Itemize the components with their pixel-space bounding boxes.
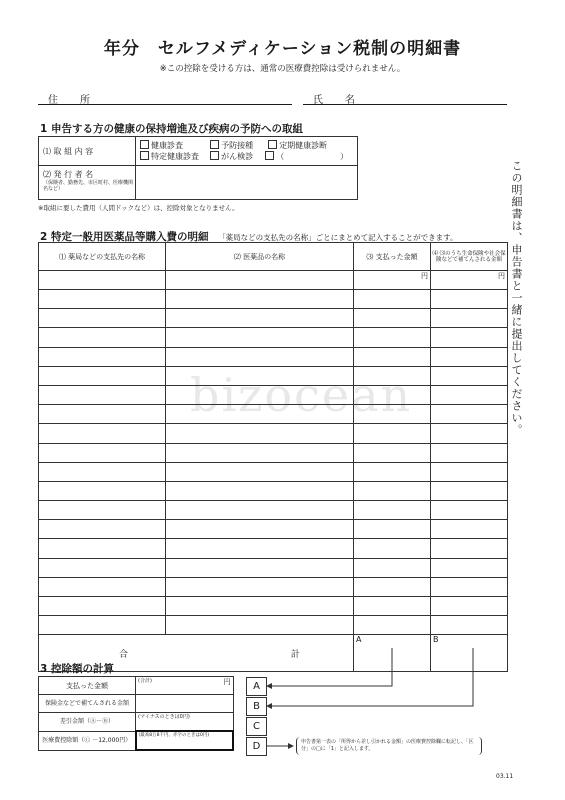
page-title: 年分 セルフメディケーション税制の明細書 bbox=[103, 39, 462, 59]
col-covered: ⑷ ⑶のうち生命保険や社会保険などで補てんされる金額 bbox=[431, 243, 508, 271]
deduction-note: 申告書第一表の「所得から差し引かれる金額」の医療費控除欄に転記し、「区分」の□に「1」と記入します。 bbox=[296, 737, 482, 755]
section1-heading: 1 申告する方の健康の保持増進及び疾病の予防への取組 bbox=[40, 123, 303, 135]
row-covered-label: 保険金などで補てんされる金額 bbox=[39, 695, 136, 713]
checkbox-specific-checkup[interactable]: 特定健康診査 bbox=[140, 152, 199, 161]
unit-yen[interactable]: 円 bbox=[431, 271, 508, 290]
total-b[interactable]: B bbox=[431, 635, 508, 672]
checkbox-regular-checkup[interactable]: 定期健康診断 bbox=[268, 141, 327, 150]
col-medicine: ⑵ 医薬品の名称 bbox=[166, 243, 354, 271]
initiative-label: ⑴ 取 組 内 容 bbox=[39, 137, 136, 166]
col-payee: ⑴ 薬局などの支払先の名称 bbox=[39, 243, 166, 271]
unit-yen[interactable]: 円 bbox=[354, 271, 431, 290]
name-label: 氏 名 bbox=[313, 95, 361, 106]
issuer-sub: （保険者、勤務先、市区町村、医療機関名など） bbox=[43, 180, 134, 192]
total-a[interactable]: A bbox=[354, 635, 431, 672]
checkbox-other[interactable]: （ ） bbox=[265, 152, 348, 161]
box-d: D bbox=[246, 737, 267, 756]
section3-heading: 3 控除額の計算 bbox=[40, 663, 114, 675]
total-label: 合 計 bbox=[39, 635, 354, 672]
col-paid: ⑶ 支払った金額 bbox=[354, 243, 431, 271]
row-paid-label: 支払った金額 bbox=[39, 677, 136, 695]
checkbox-cancer-screening[interactable]: がん検診 bbox=[210, 152, 253, 161]
row-deduction-field[interactable]: (最高8万8千円、赤字のときは0円) bbox=[136, 731, 234, 750]
checkbox-vaccination[interactable]: 予防接種 bbox=[210, 141, 253, 150]
checkbox-health-checkup[interactable]: 健康診査 bbox=[140, 141, 183, 150]
box-a: A bbox=[246, 677, 267, 696]
row-diff-field[interactable]: (マイナスのときは0円) bbox=[136, 713, 234, 732]
box-c: C bbox=[246, 717, 267, 736]
page-code: 03.11 bbox=[496, 773, 514, 780]
row-deduction-label: 医療費控除額（Ⓒ －12,000円） bbox=[39, 731, 136, 750]
row-paid-field[interactable]: (合計) 円 bbox=[136, 677, 234, 695]
issuer-label: ⑵ 発 行 者 名 bbox=[43, 170, 94, 179]
box-b: B bbox=[246, 697, 267, 716]
side-note: この明細書は、申告書と一緒に提出してください。 bbox=[510, 160, 523, 436]
section2-heading: 2 特定一般用医薬品等購入費の明細 「薬局などの支払先の名称」ごとにまとめて記入することができます。 bbox=[40, 231, 458, 243]
subtitle: ※この控除を受ける方は、通常の医療費控除は受けられません。 bbox=[159, 64, 406, 74]
row-diff-label: 差引金額（Ⓐ－Ⓑ） bbox=[39, 713, 136, 732]
section1-note: ※取組に要した費用（人間ドックなど）は、控除対象となりません。 bbox=[38, 204, 239, 212]
section2-note: 「薬局などの支払先の名称」ごとにまとめて記入することができます。 bbox=[218, 233, 458, 242]
watermark: bizocean bbox=[190, 368, 413, 422]
address-label: 住 所 bbox=[48, 95, 96, 106]
